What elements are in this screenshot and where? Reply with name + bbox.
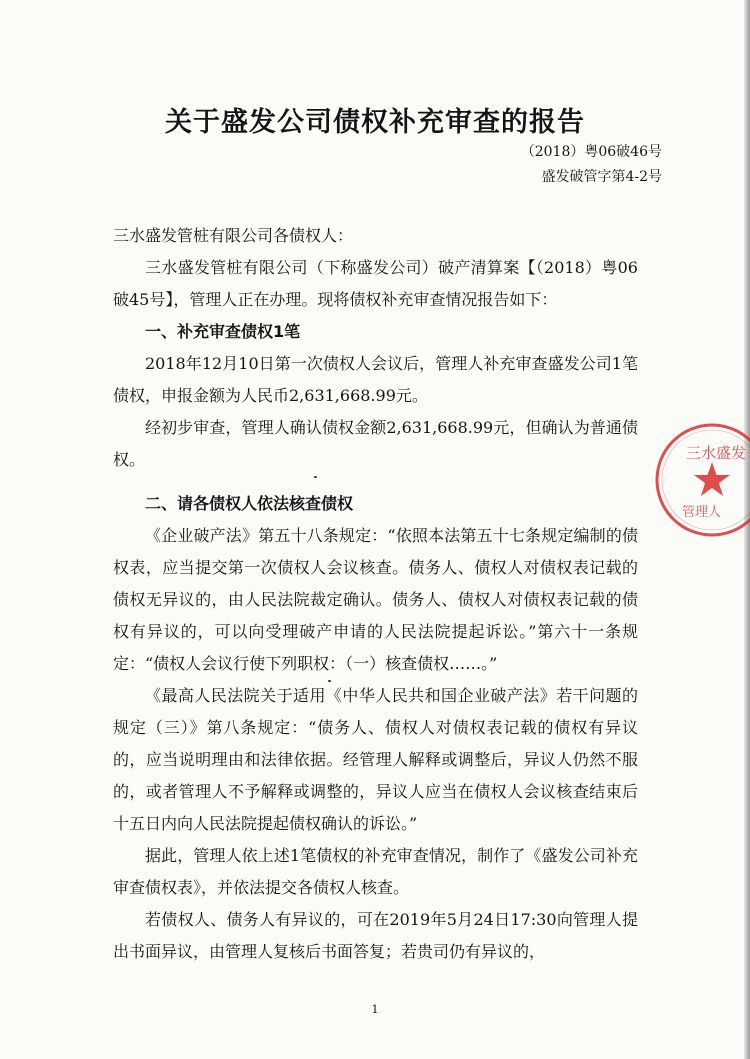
official-seal-stamp [652,420,750,540]
document-title: 关于盛发公司债权补充审查的报告 [165,107,585,138]
section-heading-2: 二、请各债权人依法核查债权 [145,494,354,513]
body-section-1 [113,220,638,476]
svg-text:三水盛发: 三水盛发 [686,444,747,462]
paragraph-1a: 2018年12月10日第一次债权人会议后，管理人补充审查盛发公司1笔债权，申报金额为人民币2,631,668.99元。 [113,354,638,405]
paragraph-2b: 《最高人民法院关于适用《中华人民共和国企业破产法》若干问题的规定（三）》第八条规定：“债务人、债权人对债权表记载的债权有异议的，应当说明理由和法律依据。经管理人解释或调整后，异议人仍然不服的，或者管理人不予解释或调整的，异议人应当在债权人会议核查结束后十五日内向人民法院提起债权确认的诉讼。” [113,686,638,833]
paragraph-2c: 据此，管理人依上述1笔债权的补充审查情况，制作了《盛发公司补充审查债权表》，并依法提交各债权人核查。 [113,846,638,897]
intro-paragraph: 三水盛发管桩有限公司（下称盛发公司）破产清算案【（2018）粤06破45号】，管理人正在办理。现将债权补充审查情况报告如下： [113,258,638,309]
paragraph-2a: 《企业破产法》第五十八条规定：“依照本法第五十七条规定编制的债权表，应当提交第一次债权人会议核查。债务人、债权人对债权表记载的债权无异议的，由人民法院裁定确认。债务人、债权人对债权表记载的债权有异议的，可以向受理破产申请的人民法院提起诉讼。”第六十一条规定：“债权人会议行使下列职权：（一）核查债权……。” [113,526,638,673]
addressee: 三水盛发管桩有限公司各债权人： [113,226,354,245]
body-section-2 [113,488,638,968]
section-heading-1: 一、补充审查债权1笔 [145,322,301,341]
case-reference: （2018）粤06破46号 [520,144,662,160]
paragraph-1b: 经初步审查，管理人确认债权金额2,631,668.99元，但确认为普通债权。 [113,418,638,469]
svg-text:管理人: 管理人 [682,505,722,520]
scan-speck [328,680,331,682]
page-number: 1 [371,1003,379,1016]
paragraph-2d: 若债权人、债务人有异议的，可在2019年5月24日17:30向管理人提出书面异议，由管理人复核后书面答复；若贵司仍有异议的， [113,910,638,961]
document-number: 盛发破管字第4-2号 [541,169,662,185]
scan-speck [314,476,317,478]
